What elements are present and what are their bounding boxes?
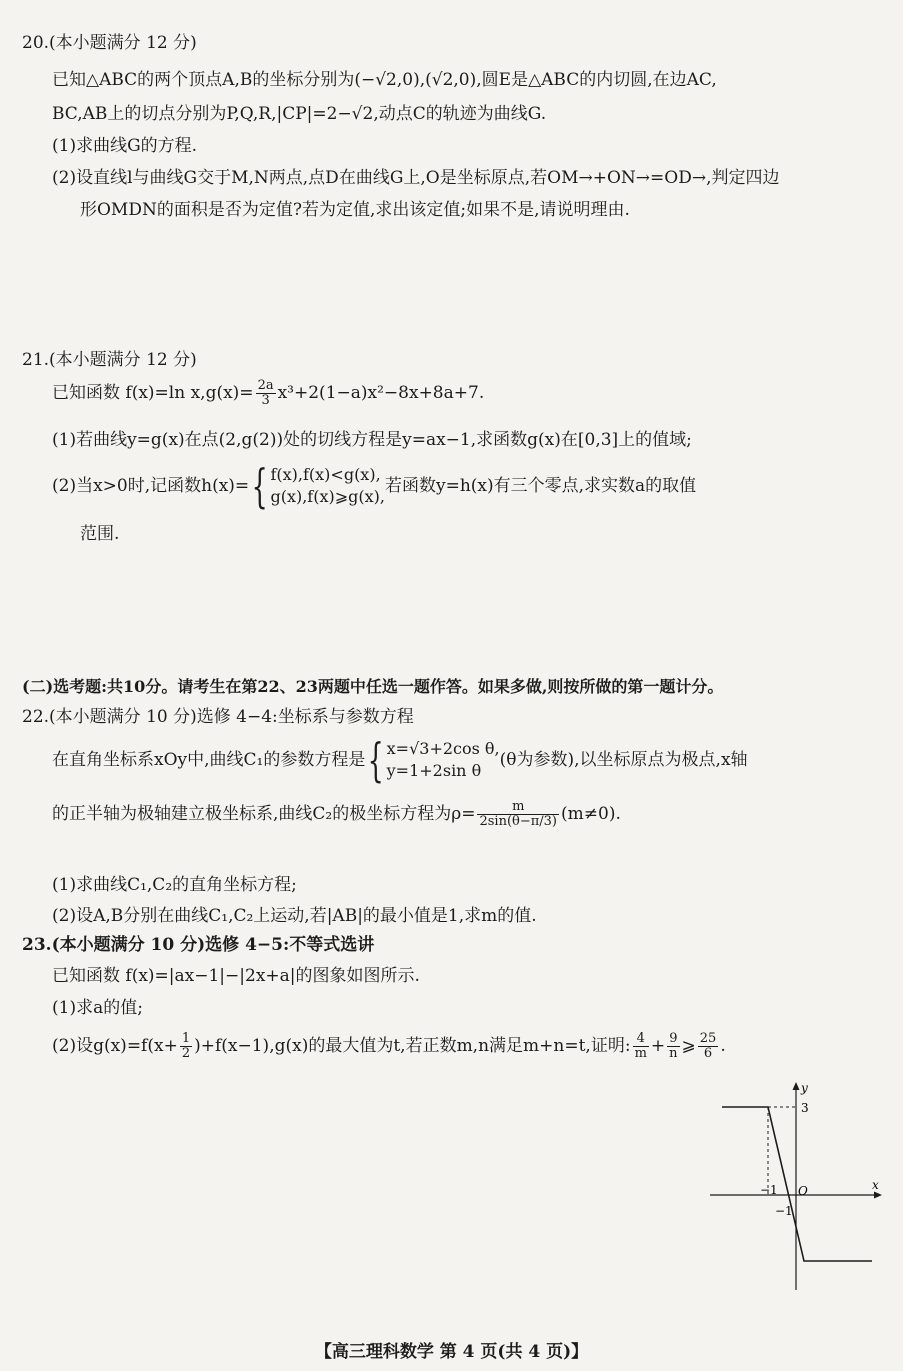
q22-line1-post: (θ为参数),以坐标原点为极点,x轴: [499, 749, 748, 770]
y-axis-arrow-icon: [793, 1082, 800, 1090]
q23-part2: [52, 1032, 726, 1060]
q22-cases: [387, 738, 500, 781]
q22-case2: y=1+2sin θ: [386, 761, 482, 780]
q23-frac4-num: 25: [699, 1031, 717, 1046]
q20-part1: (1)求曲线G的方程.: [52, 136, 198, 156]
q22-case1: x=√3+2cos θ,: [386, 739, 500, 759]
q21-frac-den: 3: [261, 392, 270, 408]
q21-frac-num: 2a: [257, 378, 274, 393]
q21-part1: (1)若曲线y=g(x)在点(2,g(2))处的切线方程是y=ax−1,求函数g(x)在[0,3]上的值域;: [52, 430, 692, 450]
y-tick-top-label: 3: [801, 1101, 809, 1115]
q23-plus: +: [650, 1035, 666, 1056]
q23-part1: (1)求a的值;: [52, 998, 143, 1018]
q20-part2a: (2)设直线l与曲线G交于M,N两点,点D在曲线G上,O是坐标原点,若OM→+ON→=OD→,判定四边: [52, 168, 780, 188]
origin-label: O: [798, 1184, 808, 1198]
q21-part2-post: 若函数y=h(x)有三个零点,求实数a的取值: [384, 475, 697, 496]
q23-period: .: [720, 1035, 726, 1056]
y-axis-label: y: [801, 1081, 808, 1095]
q22-line1: [52, 733, 748, 787]
q20-part2b: 形OMDN的面积是否为定值?若为定值,求出该定值;如果不是,请说明理由.: [80, 200, 630, 220]
q21-case2: g(x),f(x)⩾g(x),: [270, 487, 385, 506]
x-axis-label: x: [872, 1178, 879, 1192]
q23-frac3-den: n: [669, 1045, 678, 1061]
q22-frac-den: 2sin(θ−π/3): [479, 813, 557, 829]
q23-geq: ⩾: [681, 1035, 696, 1056]
q23-header: 23.(本小题满分 10 分)选修 4−5:不等式选讲: [22, 935, 375, 955]
q23-frac1: [180, 1032, 192, 1060]
left-brace-icon: {: [367, 733, 385, 787]
q23-frac1-den: 2: [181, 1045, 191, 1061]
q23-frac2-den: m: [634, 1045, 647, 1061]
q21-line1-pre: 已知函数 f(x)=ln x,g(x)=: [52, 382, 254, 403]
q23-line1: 已知函数 f(x)=|ax−1|−|2x+a|的图象如图所示.: [52, 966, 420, 986]
left-brace-icon: {: [251, 459, 268, 513]
q23-frac2: [633, 1032, 649, 1060]
q21-header: 21.(本小题满分 12 分): [22, 350, 197, 370]
q21-line1: [52, 379, 484, 407]
q21-cases: [270, 464, 385, 507]
y-tick-bottom-label: −1: [775, 1204, 793, 1218]
q21-case1: f(x),f(x)<g(x),: [270, 465, 381, 485]
function-graph: [700, 1078, 890, 1293]
x-axis-arrow-icon: [874, 1192, 882, 1199]
q22-header: 22.(本小题满分 10 分)选修 4−4:坐标系与参数方程: [22, 707, 414, 727]
q22-line2-post: (m≠0).: [561, 803, 621, 824]
q23-part2-mid: )+f(x−1),g(x)的最大值为t,若正数m,n满足m+n=t,证明:: [194, 1035, 631, 1056]
q22-frac-num: m: [477, 800, 559, 815]
x-tick-label: −1: [760, 1183, 778, 1197]
q20-header: 20.(本小题满分 12 分): [22, 33, 197, 53]
q22-line2-pre: 的正半轴为极轴建立极坐标系,曲线C₂的极坐标方程为ρ=: [52, 803, 476, 824]
q23-frac2-num: 4: [633, 1032, 649, 1047]
q21-fraction: [256, 379, 276, 407]
q23-frac3: [667, 1032, 679, 1060]
q23-frac4: [698, 1032, 719, 1060]
q21-part2-end: 范围.: [80, 524, 120, 544]
q20-line1: 已知△ABC的两个顶点A,B的坐标分别为(−√2,0),(√2,0),圆E是△ABC的内切圆,在边AC,: [52, 70, 717, 90]
q22-line1-pre: 在直角坐标系xOy中,曲线C₁的参数方程是: [52, 749, 366, 770]
q21-part2-pre: (2)当x>0时,记函数h(x)=: [52, 475, 250, 496]
q23-frac4-den: 6: [703, 1045, 713, 1061]
q23-frac3-num: 9: [667, 1032, 679, 1047]
q20-line2: BC,AB上的切点分别为P,Q,R,|CP|=2−√2,动点C的轨迹为曲线G.: [52, 104, 547, 124]
function-curve: [722, 1107, 872, 1261]
q21-part2: [52, 459, 697, 513]
page-footer: 【高三理科数学 第 4 页(共 4 页)】: [314, 1342, 589, 1362]
q23-part2-pre: (2)设g(x)=f(x+: [52, 1035, 178, 1056]
q22-line2: [52, 800, 621, 828]
q22-part1: (1)求曲线C₁,C₂的直角坐标方程;: [52, 875, 297, 895]
q22-fraction: [477, 800, 559, 828]
q22-part2: (2)设A,B分别在曲线C₁,C₂上运动,若|AB|的最小值是1,求m的值.: [52, 906, 537, 926]
section-2-header: (二)选考题:共10分。请考生在第22、23两题中任选一题作答。如果多做,则按所做的第一题计分。: [22, 677, 724, 696]
q23-frac1-num: 1: [181, 1031, 191, 1046]
q21-line1-post: x³+2(1−a)x²−8x+8a+7.: [277, 382, 485, 403]
